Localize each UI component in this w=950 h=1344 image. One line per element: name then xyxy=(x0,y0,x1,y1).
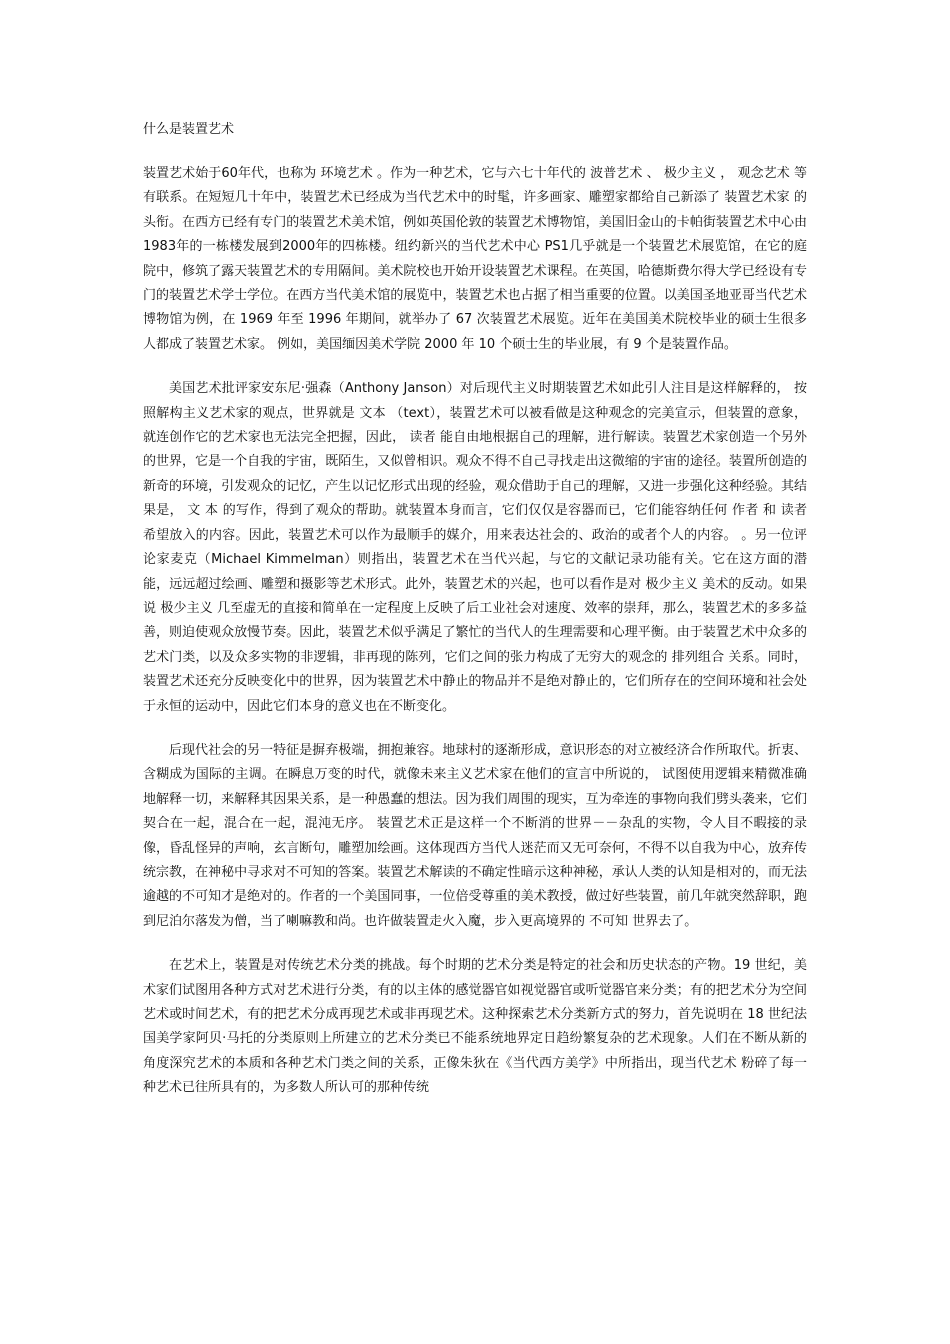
paragraph-4: 在艺术上，装置是对传统艺术分类的挑战。每个时期的艺术分类是特定的社会和历史状态的产物。19 世纪，美术家们试图用各种方式对艺术进行分类，有的以主体的感觉器官如视觉器官或听觉器官来分类；有的把艺术分为空间艺术或时间艺术，有的把艺术分成再现艺术或非再现艺术。这种探索艺术分类新方式的努力，首先说明在 18 世纪法国美学家阿贝·马托的分类原则上所建立的艺术分类已不能系统地界定日趋纷繁复杂的艺术现象。人们在不断从新的角度深究艺术的本质和各种艺术门类之间的关系，正像朱狄在《当代西方美学》中所指出，现当代艺术 粉碎了每一种艺术已往所具有的，为多数人所认可的那种传统 xyxy=(143,958,807,1096)
document-title: 什么是装置艺术 xyxy=(143,122,235,137)
document-page xyxy=(143,118,807,1101)
paragraph-gap xyxy=(143,357,807,377)
paragraph-gap xyxy=(143,719,807,739)
paragraph-3: 后现代社会的另一特征是摒弃极端，拥抱兼容。地球村的逐渐形成，意识形态的对立被经济合作所取代。折衷、含糊成为国际的主调。在瞬息万变的时代，就像未来主义艺术家在他们的宣言中所说的， 试图使用逻辑来精微准确地解释一切，来解释其因果关系，是一种愚蠢的想法。因为我们周围的现实，互为牵连的事物向我们劈头袭来，它们契合在一起，混合在一起，混沌无序。 装置艺术正是这样一个不断消的世界－－杂乱的实物，令人目不暇接的录像，昏乱怪异的声响，玄言断句，雕塑加绘画。这体现西方当代人迷茫而又无可奈何，不得不以自我为中心，放弃传统宗教，在神秘中寻求对不可知的答案。装置艺术解读的不确定性暗示这种神秘，承认人类的认知是相对的，而无法逾越的不可知才是绝对的。作者的一个美国同事，一位倍受尊重的美术教授，做过好些装置，前几年就突然辞职，跑到尼泊尔落发为僧，当了喇嘛教和尚。也许做装置走火入魔，步入更高境界的 不可知 世界去了。 xyxy=(143,742,807,929)
paragraph-2: 美国艺术批评家安东尼·强森（Anthony Janson）对后现代主义时期装置艺术如此引人注目是这样解释的， 按照解构主义艺术家的观点，世界就是 文本 （text），装置艺术可以被看做是这种观念的完美宣示，但装置的意象，就连创作它的艺术家也无法完全把握，因此， 读者 能自由地根据自己的理解，进行解读。装置艺术家创造一个另外的世界，它是一个自我的宇宙，既陌生，又似曾相识。观众不得不自己寻找走出这微缩的宇宙的途径。装置所创造的新奇的环境，引发观众的记忆，产生以记忆形式出现的经验，观众借助于自己的理解，又进一步强化这种经验。其结果是， 文 本 的写作，得到了观众的帮助。就装置本身而言，它们仅仅是容器而已，它们能容纳任何 作者 和 读者 希望放入的内容。因此，装置艺术可以作为最顺手的媒介，用来表达社会的、政治的或者个人的内容。 。另一位评论家麦克（Michael Kimmelman）则指出，装置艺术在当代兴起，与它的文献记录功能有关。它在这方面的潜能，远远超过绘画、雕塑和摄影等艺术形式。此外，装置艺术的兴起，也可以看作是对 极少主义 美术的反动。如果说 极少主义 几至虚无的直接和简单在一定程度上反映了后工业社会对速度、效率的崇拜，那么，装置艺术的多多益善，则迫使观众放慢节奏。因此，装置艺术似乎满足了繁忙的当代人的生理需要和心理平衡。由于装置艺术中众多的艺术门类，以及众多实物的非逻辑，非再现的陈列，它们之间的张力构成了无穷大的观念的 排列组合 关系。同时，装置艺术还充分反映变化中的世界，因为装置艺术中静止的物品并不是绝对静止的，它们所存在的空间环境和社会处于永恒的运动中，因此它们本身的意义也在不断变化。 xyxy=(143,381,807,714)
paragraph-1: 装置艺术始于60年代，也称为 环境艺术 。作为一种艺术，它与六七十年代的 波普艺术 、 极少主义 ， 观念艺术 等有联系。在短短几十年中，装置艺术已经成为当代艺术中的时髦，许多画家、雕塑家都给自己新添了 装置艺术家 的头衔。在西方已经有专门的装置艺术美术馆，例如英国伦敦的装置艺术博物馆，美国旧金山的卡帕街装置艺术中心由1983年的一栋楼发展到2000年的四栋楼。纽约新兴的当代艺术中心 PS1几乎就是一个装置艺术展览馆，在它的庭院中，修筑了露天装置艺术的专用隔间。美术院校也开始开设装置艺术课程。在英国，哈德斯费尔得大学已经设有专门的装置艺术学士学位。在西方当代美术馆的展览中，装置艺术也占据了相当重要的位置。以美国圣地亚哥当代艺术博物馆为例，在 1969 年至 1996 年期间，就举办了 67 次装置艺术展览。近年在美国美术院校毕业的硕士生很多人都成了装置艺术家。 例如，美国缅因美术学院 2000 年 10 个硕士生的毕业展，有 9 个是装置作品。 xyxy=(143,166,807,352)
paragraph-gap xyxy=(143,934,807,954)
